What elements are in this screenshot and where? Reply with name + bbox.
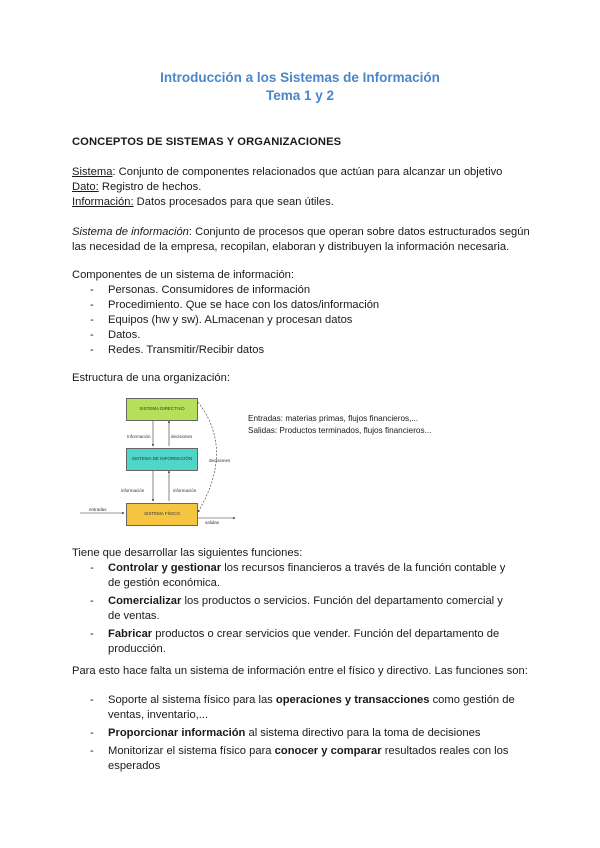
label-decisiones-down: decisiones	[171, 434, 193, 439]
item-text: como gestión de ventas, inventario,...	[108, 694, 515, 721]
list-item	[90, 627, 518, 657]
item-bold: Proporcionar información	[108, 727, 246, 739]
function-text: los productos o servicios. Función del departamento comercial y de ventas.	[108, 595, 503, 622]
definition-informacion	[72, 196, 334, 208]
item-bold: operaciones y transacciones	[275, 694, 430, 706]
functions-list	[90, 561, 518, 660]
salidas-note: Salidas: Productos terminados, flujos financieros...	[248, 426, 432, 435]
box-sistema-directivo: SISTEMA DIRECTIVO	[126, 398, 198, 421]
function-text: productos o crear servicios que vender. Función del departamento de producción.	[108, 628, 500, 655]
document-title: Introducción a los Sistemas de Información	[160, 70, 440, 85]
definition-dato-text: Registro de hechos.	[98, 181, 202, 193]
definition-dato	[72, 181, 201, 193]
term-informacion: Información:	[72, 196, 134, 208]
si-definition-text: : Conjunto de procesos que operan sobre datos estructurados según las necesidad de la empresa, recopilan, elaboran y distribuyen la información necesaria.	[72, 226, 530, 253]
label-salidas: salidas	[205, 520, 220, 525]
si-functions-intro: Para esto hace falta un sistema de información entre el físico y directivo. Las funciones son:	[72, 665, 528, 677]
function-bold: Fabricar	[108, 628, 153, 640]
item-text: al sistema directivo para la toma de decisiones	[245, 727, 481, 739]
components-intro: Componentes de un sistema de información:	[72, 269, 295, 281]
definition-sistema-text: : Conjunto de componentes relacionados que actúan para alcanzar un objetivo	[112, 166, 503, 178]
si-functions-list	[90, 693, 518, 777]
components-list	[90, 283, 379, 358]
definition-informacion-text: Datos procesados para que sean útiles.	[133, 196, 334, 208]
item-text: Soporte al sistema físico para las	[108, 694, 276, 706]
list-item	[90, 744, 518, 774]
organization-diagram	[75, 390, 255, 540]
label-decisiones-side: decisiones	[209, 458, 231, 463]
item-text: Monitorizar el sistema físico para	[108, 745, 275, 757]
item-bold: conocer y comparar	[274, 745, 382, 757]
entradas-note: Entradas: materias primas, flujos financieros,...	[248, 414, 419, 423]
si-term: Sistema de información	[72, 226, 189, 238]
term-sistema: Sistema	[72, 166, 113, 178]
functions-intro: Tiene que desarrollar las siguientes funciones:	[72, 547, 303, 559]
list-item	[90, 594, 518, 624]
list-item	[90, 561, 518, 591]
label-informacion-low-left: información	[121, 488, 145, 493]
list-item: - Personas. Consumidores de información	[90, 283, 379, 298]
structure-intro: Estructura de una organización:	[72, 372, 230, 384]
document-subtitle: Tema 1 y 2	[265, 88, 335, 103]
list-item	[90, 726, 518, 741]
definition-sistema	[72, 166, 502, 178]
function-bold: Controlar y gestionar	[108, 562, 222, 574]
list-item: - Redes. Transmitir/Recibir datos	[90, 343, 379, 358]
term-dato: Dato:	[72, 181, 99, 193]
section-heading: CONCEPTOS DE SISTEMAS Y ORGANIZACIONES	[72, 136, 342, 148]
label-entradas: entradas	[89, 507, 107, 512]
list-item	[90, 693, 518, 723]
list-item: - Datos.	[90, 328, 379, 343]
function-bold: Comercializar	[108, 595, 182, 607]
label-informacion-low-right: información	[173, 488, 197, 493]
label-informacion-up: Información	[127, 434, 151, 439]
list-item: - Procedimiento. Que se hace con los datos/información	[90, 298, 379, 313]
box-sistema-informacion: SISTEMA DE INFORMACIÓN	[126, 448, 198, 471]
function-text: los recursos financieros a través de la función contable y de gestión económica.	[108, 562, 506, 589]
si-definition	[72, 225, 532, 255]
item-text: resultados reales con los esperados	[108, 745, 509, 772]
box-sistema-fisico: SISTEMA FÍSICO	[126, 503, 198, 526]
list-item: - Equipos (hw y sw). ALmacenan y procesan datos	[90, 313, 379, 328]
